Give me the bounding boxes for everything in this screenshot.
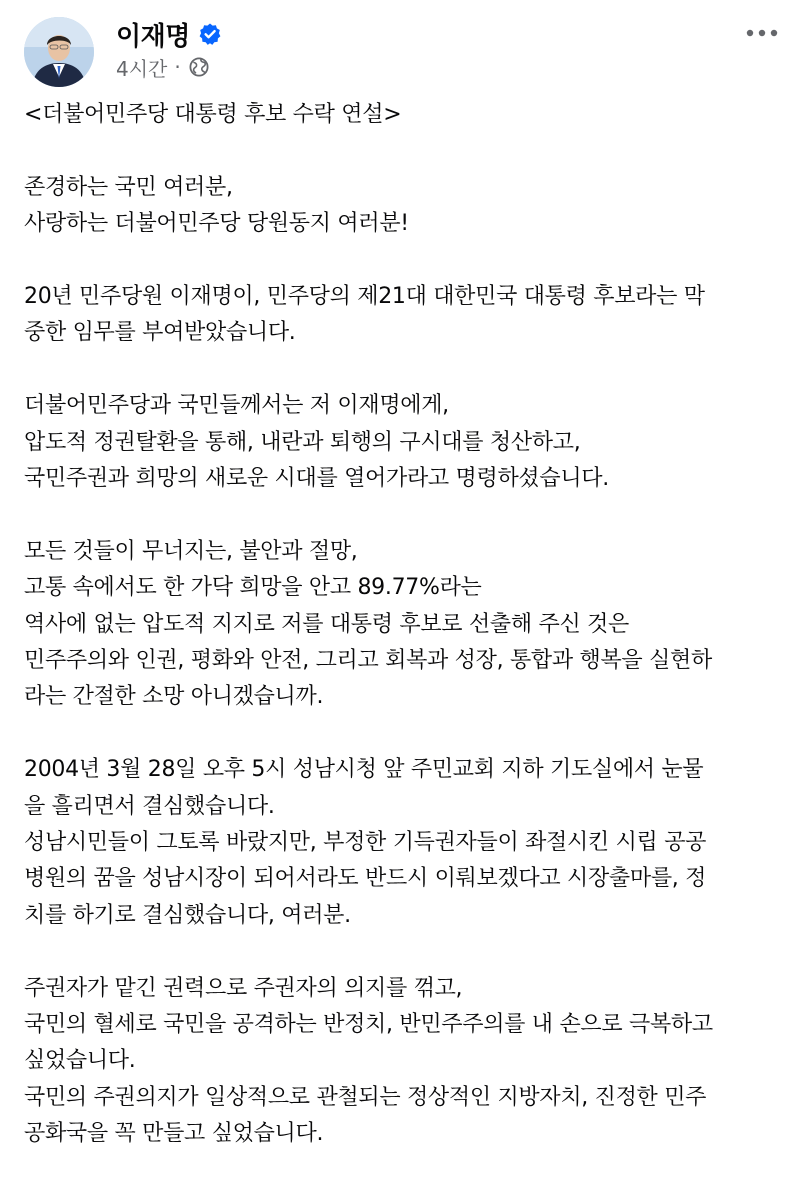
post-paragraph: 2004년 3월 28일 오후 5시 성남시청 앞 주민교회 지하 기도실에서 눈물 을 흘리면서 결심했습니다. 성남시민들이 그토록 바랐지만, 부정한 기득권자들이 좌절시킨 시립 공공 병원의 꿈을 성남시장이 되어서라도 반드시 이뤄보겠다고 시장출마를, 정 치를 하기로 결심했습니다, 여러분. [24, 757, 707, 928]
verified-badge-icon [198, 22, 222, 46]
author-name[interactable]: 이재명 [116, 21, 190, 52]
post-paragraph: 존경하는 국민 여러분, 사랑하는 더불어민주당 당원동지 여러분! [24, 174, 409, 237]
post-paragraph: 20년 민주당원 이재명이, 민주당의 제21대 대한민국 대통령 후보라는 막 중한 임무를 부여받았습니다. [24, 284, 705, 346]
more-options-button[interactable] [740, 18, 784, 48]
post-paragraph-title: <더불어민주당 대통령 후보 수락 연설> [24, 102, 402, 127]
globe-icon[interactable] [188, 56, 210, 78]
more-options-icon [742, 28, 782, 38]
post-paragraph: 주권자가 맡긴 권력으로 주권자의 의지를 꺾고, 국민의 혈세로 국민을 공격하는 반정치, 반민주주의를 내 손으로 극복하고 싶었습니다. 국민의 주권의지가 일상적으로 관철되는 정상적인 지방자치, 진정한 민주 공화국을 꼭 만들고 싶었습니다. [24, 975, 713, 1147]
post-text [24, 97, 794, 1189]
author-row [116, 16, 222, 52]
post-timestamp[interactable]: 4시간 [116, 56, 168, 81]
profile-photo [24, 17, 94, 87]
meta-separator: · [174, 55, 181, 79]
post-paragraph: 모든 것들이 무너지는, 불안과 절망, 고통 속에서도 한 가닥 희망을 안고 89.77%라는 역사에 없는 압도적 지지로 저를 대통령 후보로 선출해 주신 것은 민주주의와 인권, 평화와 안전, 그리고 회복과 성장, 통합과 행복을 실현하 라는 간절한 소망 아니겠습니까. [24, 538, 712, 710]
post-meta [116, 53, 210, 81]
avatar[interactable] [24, 17, 94, 87]
post-header [0, 0, 800, 92]
post-paragraph: 더불어민주당과 국민들께서는 저 이재명에게, 압도적 정권탈환을 통해, 내란과 퇴행의 구시대를 청산하고, 국민주권과 희망의 새로운 시대를 열어가라고 명령하셨습니다. [24, 393, 609, 492]
